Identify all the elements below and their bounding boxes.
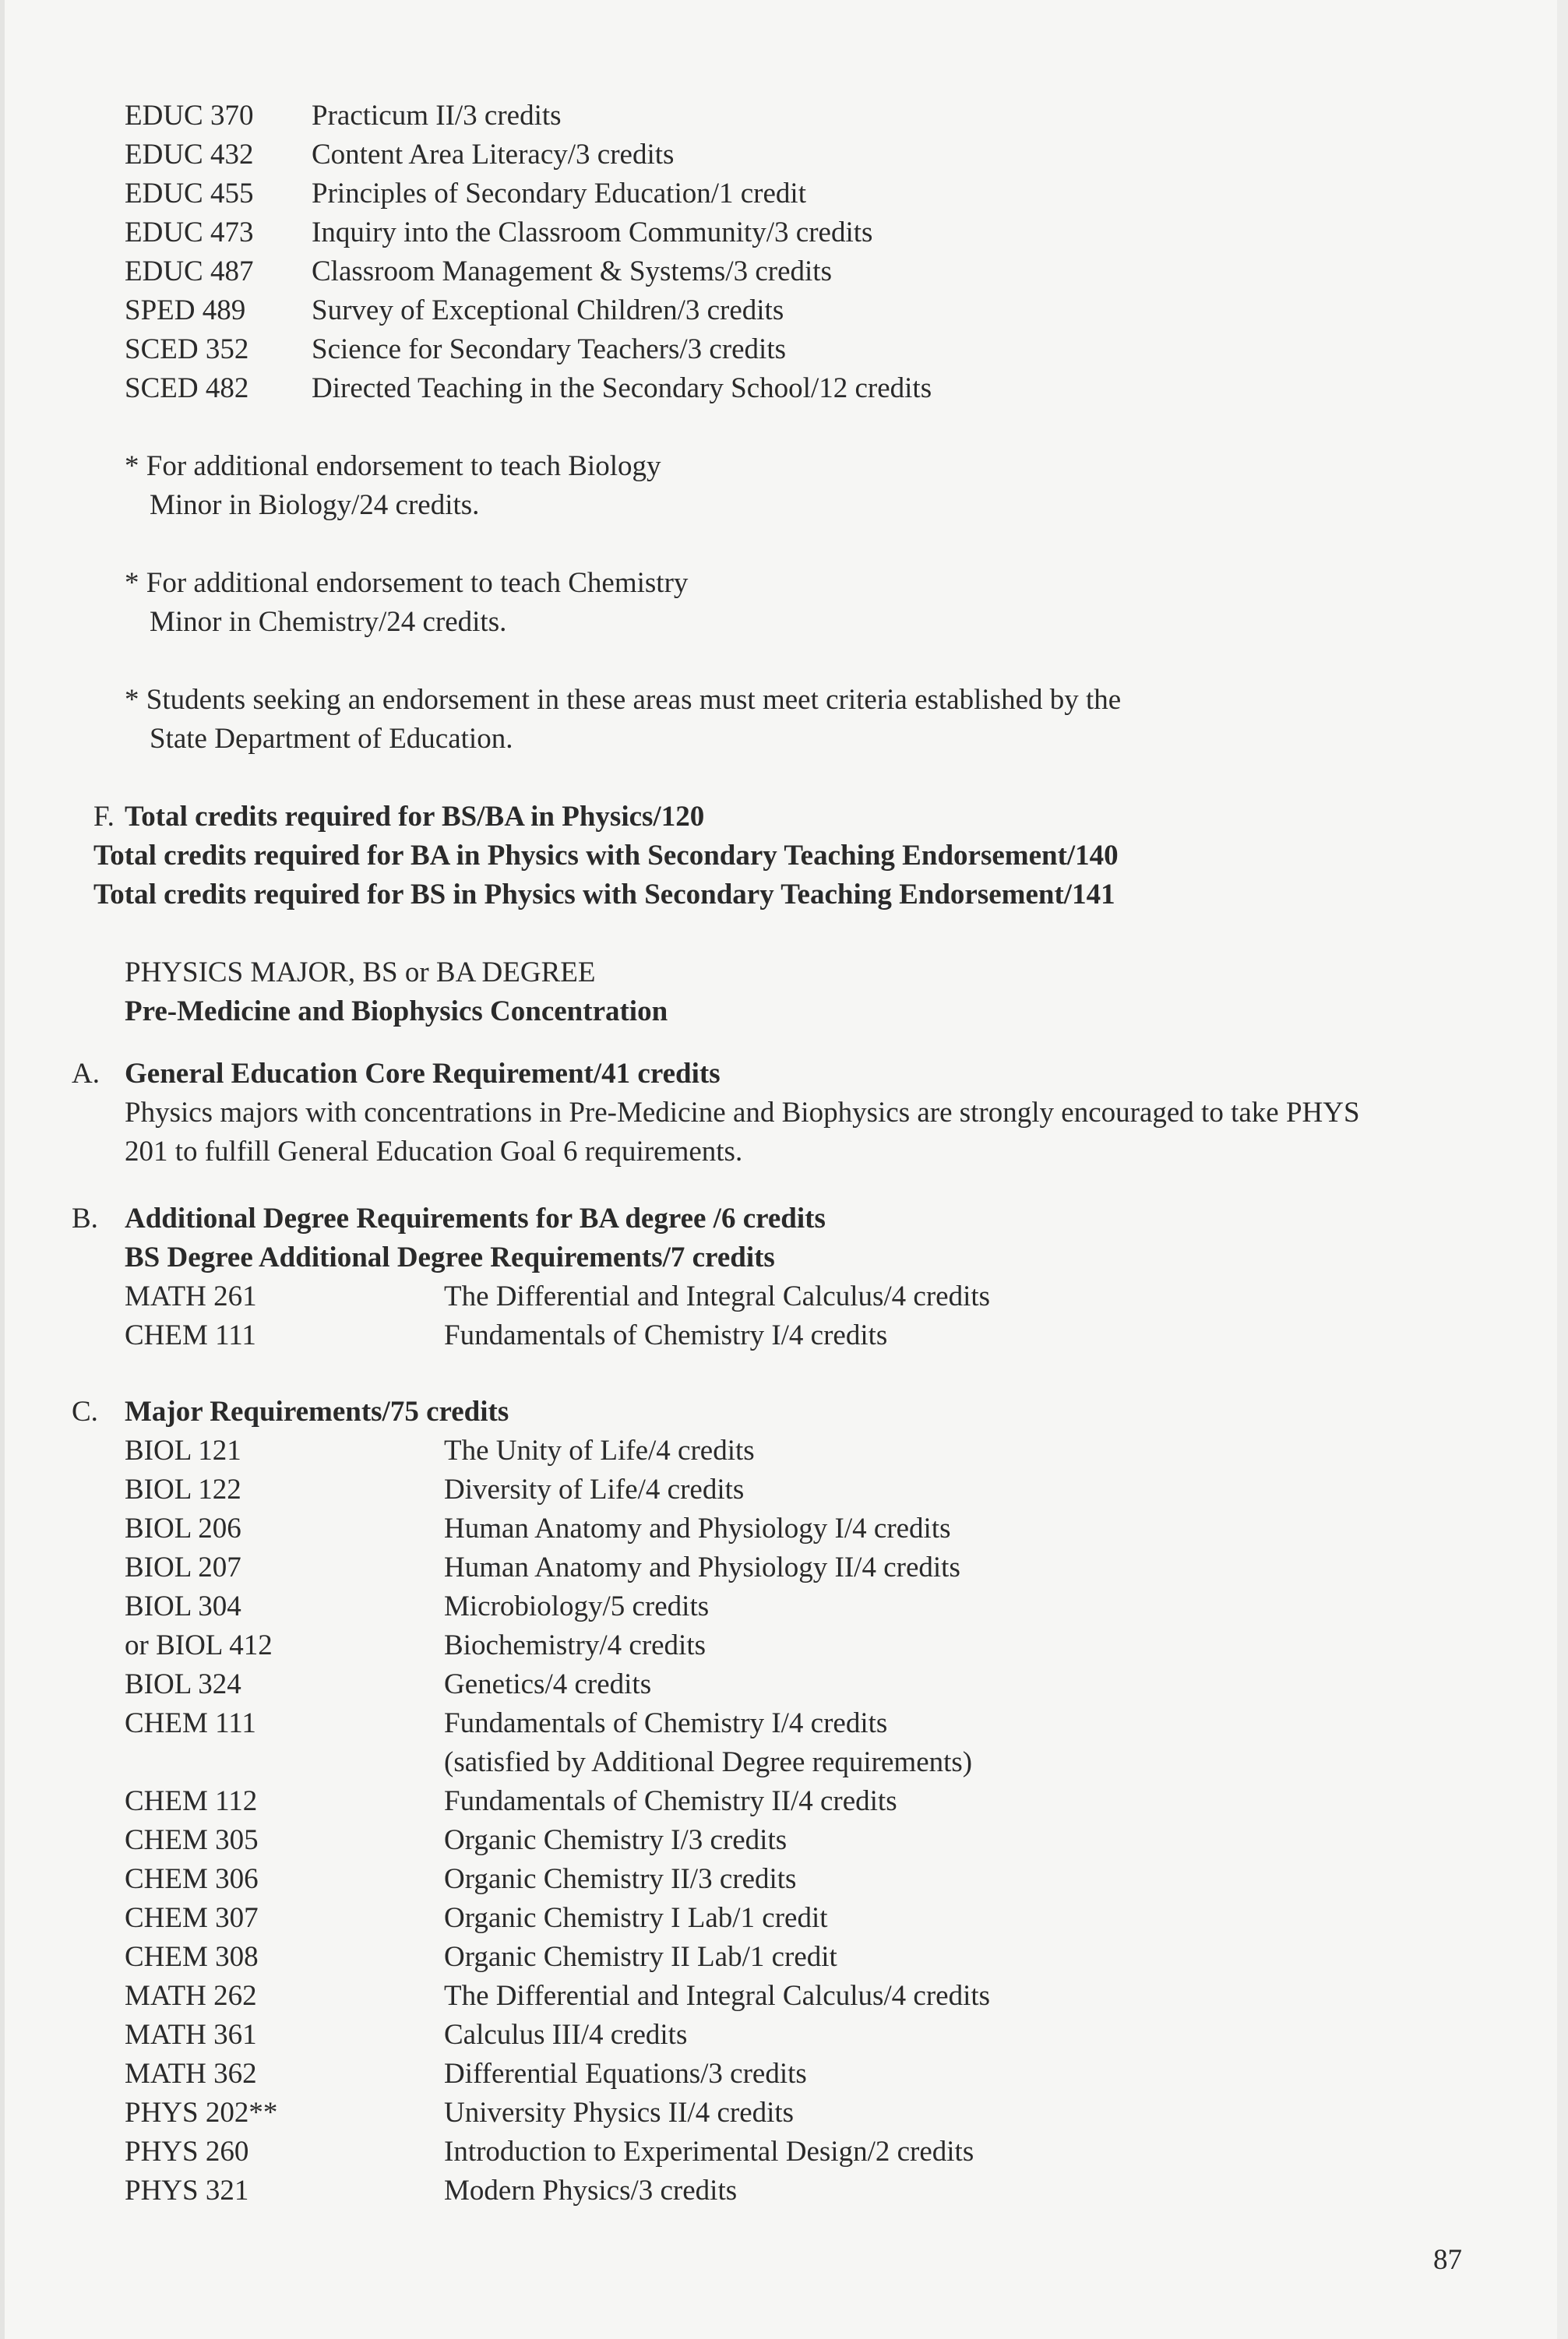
course-title: University Physics II/4 credits [444,2097,795,2129]
course-row [125,1704,1474,1743]
course-title: The Differential and Integral Calculus/4 credits [444,1280,991,1312]
course-row [125,291,932,330]
course-row [125,1316,1474,1355]
course-row [125,1432,1474,1471]
course-title: Differential Equations/3 credits [444,2058,807,2090]
course-code: MATH 261 [125,1280,257,1312]
total-credits-line: Total credits required for BS/BA in Physics/120 [125,801,705,833]
course-code: CHEM 112 [125,1785,258,1817]
course-title: Content Area Literacy/3 credits [312,139,675,171]
section-letter: F. [93,801,115,833]
course-code: CHEM 111 [125,1319,256,1351]
note-chemistry [125,564,688,642]
page-edge-left [0,0,5,2339]
program-title: PHYSICS MAJOR, BS or BA DEGREE [125,956,596,988]
section-title: Major Requirements/75 credits [125,1396,509,1428]
note-line: * For additional endorsement to teach Biology [125,450,661,482]
page-edge-right [1557,0,1568,2339]
course-code: EDUC 473 [125,217,254,248]
course-row [125,1899,1474,1938]
education-course-list [125,97,932,408]
course-row [125,1938,1474,1977]
course-row [125,1743,1474,1782]
course-row [125,330,932,369]
section-letter: A. [72,1058,100,1090]
course-code: MATH 361 [125,2019,257,2051]
course-row [125,1587,1474,1626]
course-code: CHEM 307 [125,1902,259,1934]
course-code: BIOL 121 [125,1435,241,1467]
course-title: The Differential and Integral Calculus/4 credits [444,1980,991,2012]
section-b [72,1199,1474,1355]
course-title: Organic Chemistry I/3 credits [444,1824,788,1856]
course-row [125,2094,1474,2133]
section-text: Physics majors with concentrations in Pre-Medicine and Biophysics are strongly encouraged to take PHYS [125,1097,1360,1129]
course-title: (satisfied by Additional Degree requirements) [444,1746,973,1778]
course-code: SPED 489 [125,294,246,326]
course-title: Directed Teaching in the Secondary School/12 credits [312,372,932,404]
course-row [125,1471,1474,1509]
course-title: Practicum II/3 credits [312,100,562,132]
course-code: MATH 262 [125,1980,257,2012]
course-code: EDUC 487 [125,255,254,287]
section-title: General Education Core Requirement/41 credits [125,1058,721,1090]
course-title: The Unity of Life/4 credits [444,1435,755,1467]
section-letter: B. [72,1203,98,1235]
total-credits-line: Total credits required for BA in Physics with Secondary Teaching Endorsement/140 [93,840,1119,872]
course-row [125,1977,1474,2016]
course-code: BIOL 122 [125,1474,241,1506]
course-title: Survey of Exceptional Children/3 credits [312,294,784,326]
total-credits-line: Total credits required for BS in Physics with Secondary Teaching Endorsement/141 [93,879,1115,911]
course-row [125,136,932,174]
course-code: EDUC 370 [125,100,254,132]
course-title: Organic Chemistry II Lab/1 credit [444,1941,837,1973]
course-row [125,2172,1474,2210]
course-title: Principles of Secondary Education/1 credit [312,178,806,210]
section-subtitle: BS Degree Additional Degree Requirements/7 credits [125,1242,775,1273]
course-code: PHYS 202** [125,2097,278,2129]
course-title: Organic Chemistry II/3 credits [444,1863,797,1895]
course-code: CHEM 111 [125,1707,256,1739]
course-row [125,1860,1474,1899]
course-code: BIOL 304 [125,1590,241,1622]
note-line: * Students seeking an endorsement in these areas must meet criteria established by the [125,684,1122,716]
course-code: EDUC 432 [125,139,254,171]
course-row [125,369,932,408]
course-title: Fundamentals of Chemistry I/4 credits [444,1707,888,1739]
section-c [72,1393,1474,2210]
course-title: Fundamentals of Chemistry I/4 credits [444,1319,888,1351]
page-number: 87 [1433,2244,1462,2276]
note-endorsement-criteria [125,681,1121,759]
course-title: Science for Secondary Teachers/3 credits [312,333,787,365]
course-code: SCED 352 [125,333,249,365]
course-row [125,1821,1474,1860]
course-row [125,1626,1474,1665]
note-line: State Department of Education. [150,723,513,755]
course-title: Microbiology/5 credits [444,1590,710,1622]
course-row [125,1782,1474,1821]
course-code: CHEM 308 [125,1941,259,1973]
note-line: Minor in Chemistry/24 credits. [150,606,507,638]
course-title: Human Anatomy and Physiology I/4 credits [444,1513,951,1545]
course-row [125,97,932,136]
course-title: Fundamentals of Chemistry II/4 credits [444,1785,897,1817]
course-title: Biochemistry/4 credits [444,1629,706,1661]
course-title: Genetics/4 credits [444,1668,652,1700]
course-code: EDUC 455 [125,178,254,210]
course-row [125,1548,1474,1587]
course-title: Calculus III/4 credits [444,2019,688,2051]
course-row [125,1665,1474,1704]
note-line: Minor in Biology/24 credits. [150,489,480,521]
course-title: Classroom Management & Systems/3 credits [312,255,832,287]
course-row [125,1509,1474,1548]
course-row [125,1277,1474,1316]
section-title: Additional Degree Requirements for BA degree /6 credits [125,1203,826,1235]
course-row [125,252,932,291]
course-code: CHEM 305 [125,1824,259,1856]
course-row [125,2055,1474,2094]
note-line: * For additional endorsement to teach Chemistry [125,567,689,599]
course-code: PHYS 321 [125,2175,249,2207]
section-text: 201 to fulfill General Education Goal 6 requirements. [125,1136,743,1168]
course-code: CHEM 306 [125,1863,259,1895]
course-title: Modern Physics/3 credits [444,2175,738,2207]
course-code: BIOL 324 [125,1668,241,1700]
course-code: PHYS 260 [125,2136,249,2168]
program-concentration: Pre-Medicine and Biophysics Concentration [125,995,668,1027]
course-title: Diversity of Life/4 credits [444,1474,745,1506]
course-row [125,2016,1474,2055]
course-code: SCED 482 [125,372,249,404]
program-heading [125,953,668,1031]
course-title: Inquiry into the Classroom Community/3 credits [312,217,873,248]
course-row [125,2133,1474,2172]
course-code: MATH 362 [125,2058,257,2090]
section-a [72,1055,1474,1171]
course-code: BIOL 207 [125,1552,241,1583]
course-title: Human Anatomy and Physiology II/4 credits [444,1552,960,1583]
course-row [125,174,932,213]
section-f [93,798,1496,914]
note-biology [125,447,661,525]
course-code: BIOL 206 [125,1513,241,1545]
course-row [125,213,932,252]
course-code: or BIOL 412 [125,1629,273,1661]
section-letter: C. [72,1396,98,1428]
course-title: Organic Chemistry I Lab/1 credit [444,1902,828,1934]
course-code [125,1743,444,1782]
course-title: Introduction to Experimental Design/2 credits [444,2136,974,2168]
